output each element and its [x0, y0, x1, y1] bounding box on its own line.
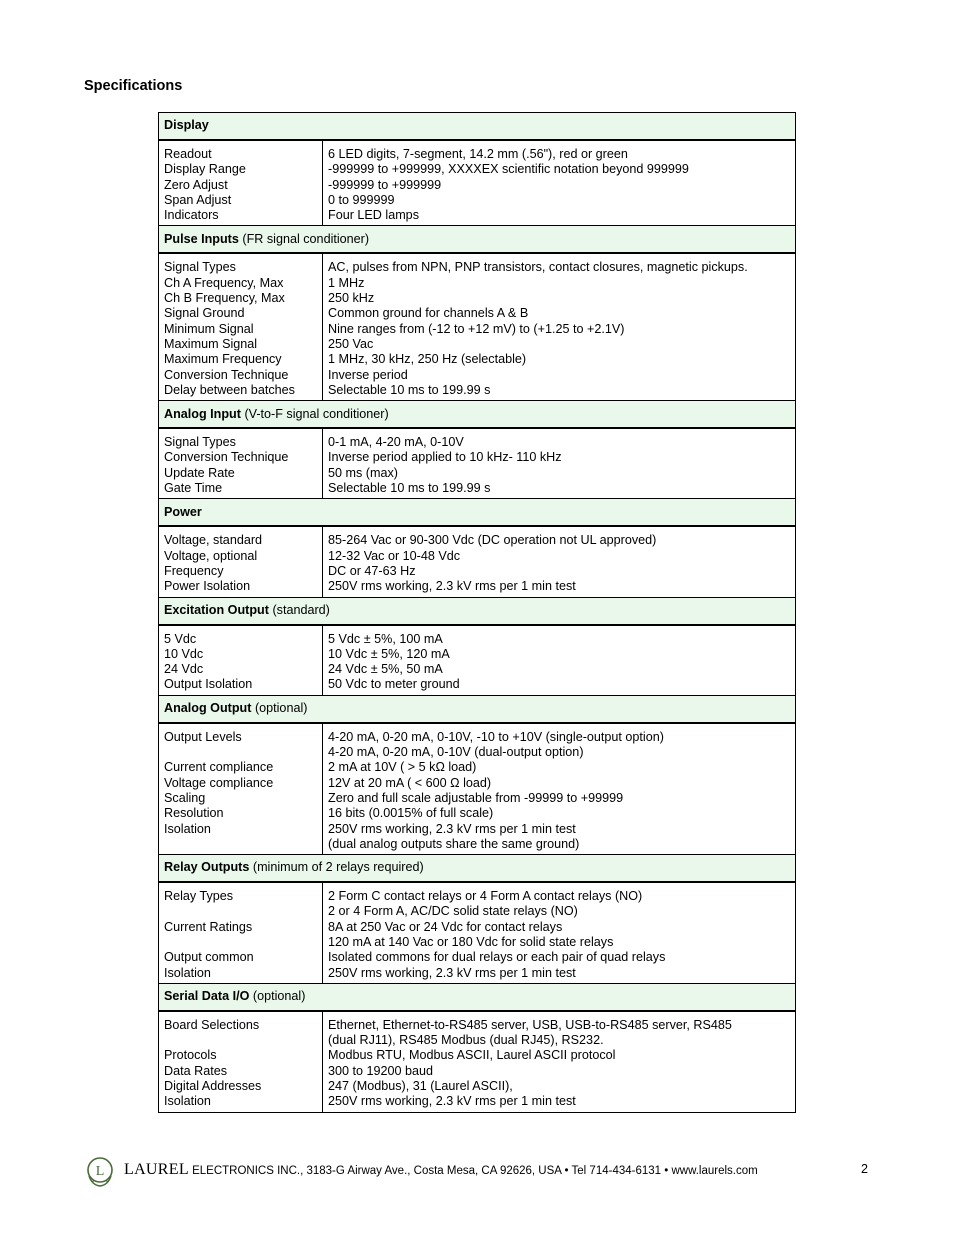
spec-value: 50 ms (max)	[328, 465, 398, 480]
specifications-body	[159, 113, 796, 1113]
section-header-row	[159, 401, 796, 429]
spec-value: 247 (Modbus), 31 (Laurel ASCII),	[328, 1079, 513, 1094]
spec-label	[164, 904, 317, 919]
laurel-logo-icon	[84, 1156, 116, 1188]
section-header	[159, 983, 796, 1011]
spec-value: Nine ranges from (-12 to +12 mV) to (+1.25 to +2.1V)	[328, 321, 625, 336]
spec-label: Display Range	[164, 162, 246, 177]
section-note: (FR signal conditioner)	[242, 231, 370, 246]
spec-label: Output Isolation	[164, 677, 253, 692]
spec-value: 10 Vdc ± 5%, 120 mA	[328, 646, 450, 661]
spec-label: Ch B Frequency, Max	[164, 291, 285, 306]
logo-letter: L	[95, 1164, 105, 1179]
page-heading: Specifications	[84, 78, 183, 94]
spec-label: Conversion Technique	[164, 367, 289, 382]
spec-value: 5 Vdc ± 5%, 100 mA	[328, 631, 443, 646]
section-body-row	[159, 723, 796, 855]
spec-value: 12-32 Vac or 10-48 Vdc	[328, 548, 461, 563]
section-body-row	[159, 140, 796, 226]
spec-label: Data Rates	[164, 1063, 227, 1078]
spec-label: Conversion Technique	[164, 450, 289, 465]
spec-label	[164, 745, 317, 760]
footer-brand: LAUREL	[124, 1161, 189, 1178]
spec-value: 4-20 mA, 0-20 mA, 0-10V, -10 to +10V (single-output option)	[328, 729, 664, 744]
spec-label: Isolation	[164, 821, 211, 836]
spec-value: 1 MHz, 30 kHz, 250 Hz (selectable)	[328, 352, 527, 367]
spec-label: Output Levels	[164, 729, 242, 744]
spec-value: (dual RJ11), RS485 Modbus (dual RJ45), RS232.	[328, 1033, 604, 1048]
spec-values	[323, 1011, 796, 1112]
spec-labels	[159, 625, 323, 696]
spec-value: DC or 47-63 Hz	[328, 563, 416, 578]
section-header-row	[159, 499, 796, 527]
spec-value: 300 to 19200 baud	[328, 1063, 434, 1078]
section-body-row	[159, 1011, 796, 1112]
spec-value: Isolated commons for dual relays or each pair of quad relays	[328, 950, 666, 965]
section-title: Serial Data I/O	[164, 989, 250, 1004]
section-title: Power	[164, 504, 202, 519]
spec-label: Minimum Signal	[164, 321, 254, 336]
section-header-row	[159, 695, 796, 723]
spec-value: Inverse period	[328, 367, 408, 382]
spec-label: Voltage, standard	[164, 533, 263, 548]
section-header	[159, 695, 796, 723]
section-header	[159, 855, 796, 883]
spec-value: 120 mA at 140 Vac or 180 Vdc for solid state relays	[328, 934, 614, 949]
spec-label: Delay between batches	[164, 382, 295, 397]
spec-value: 0 to 999999	[328, 192, 395, 207]
spec-label: Output common	[164, 950, 254, 965]
spec-label: Zero Adjust	[164, 177, 228, 192]
spec-labels	[159, 723, 323, 855]
spec-label: Power Isolation	[164, 579, 251, 594]
section-header	[159, 597, 796, 625]
section-header	[159, 113, 796, 141]
section-note: (minimum of 2 relays required)	[252, 860, 424, 875]
spec-label: Update Rate	[164, 465, 235, 480]
spec-value: 16 bits (0.0015% of full scale)	[328, 806, 494, 821]
spec-label: Ch A Frequency, Max	[164, 275, 284, 290]
spec-label: Voltage compliance	[164, 775, 274, 790]
spec-value: 4-20 mA, 0-20 mA, 0-10V (dual-output option)	[328, 745, 584, 760]
section-header-row	[159, 113, 796, 141]
section-header	[159, 499, 796, 527]
spec-value: Inverse period applied to 10 kHz- 110 kHz	[328, 450, 562, 465]
spec-value: (dual analog outputs share the same ground)	[328, 836, 580, 851]
spec-value: 8A at 250 Vac or 24 Vdc for contact relays	[328, 919, 563, 934]
spec-value: Ethernet, Ethernet-to-RS485 server, USB, USB-to-RS485 server, RS485	[328, 1017, 732, 1032]
spec-value: 0-1 mA, 4-20 mA, 0-10V	[328, 435, 464, 450]
spec-label: Current Ratings	[164, 919, 253, 934]
section-title: Analog Output	[164, 701, 252, 716]
section-body-row	[159, 253, 796, 400]
spec-label: Board Selections	[164, 1017, 260, 1032]
section-header	[159, 226, 796, 254]
spec-value: Modbus RTU, Modbus ASCII, Laurel ASCII protocol	[328, 1048, 616, 1063]
spec-values	[323, 140, 796, 226]
section-body-row	[159, 428, 796, 499]
section-note: (standard)	[272, 602, 330, 617]
spec-value: Common ground for channels A & B	[328, 306, 529, 321]
section-body-row	[159, 882, 796, 983]
spec-label: Isolation	[164, 1094, 211, 1109]
specifications-table	[158, 112, 796, 1113]
spec-value: 250V rms working, 2.3 kV rms per 1 min test	[328, 821, 576, 836]
spec-value: Zero and full scale adjustable from -99999 to +99999	[328, 790, 624, 805]
spec-value: AC, pulses from NPN, PNP transistors, contact closures, magnetic pickups.	[328, 260, 748, 275]
section-title: Display	[164, 118, 209, 133]
footer-address: ELECTRONICS INC., 3183-G Airway Ave., Costa Mesa, CA 92626, USA • Tel 714-434-6131 • www.laurels.com	[188, 1165, 758, 1177]
spec-label: Voltage, optional	[164, 548, 258, 563]
section-title: Analog Input	[164, 406, 241, 421]
spec-label: Digital Addresses	[164, 1079, 262, 1094]
spec-label: Indicators	[164, 208, 219, 223]
spec-values	[323, 526, 796, 597]
page-footer	[84, 1156, 874, 1190]
spec-labels	[159, 140, 323, 226]
spec-label: Span Adjust	[164, 192, 232, 207]
spec-labels	[159, 882, 323, 983]
section-body-row	[159, 526, 796, 597]
spec-value: -999999 to +999999	[328, 177, 442, 192]
section-header-row	[159, 983, 796, 1011]
spec-label	[164, 837, 317, 852]
section-header-row	[159, 226, 796, 254]
spec-value: 85-264 Vac or 90-300 Vdc (DC operation not UL approved)	[328, 533, 657, 548]
spec-value: Selectable 10 ms to 199.99 s	[328, 481, 491, 496]
spec-label: 10 Vdc	[164, 646, 204, 661]
section-header	[159, 401, 796, 429]
spec-label: 5 Vdc	[164, 631, 197, 646]
page-number: 2	[861, 1162, 869, 1176]
spec-value: 6 LED digits, 7-segment, 14.2 mm (.56"), red or green	[328, 147, 628, 161]
spec-label: 24 Vdc	[164, 662, 204, 677]
spec-label	[164, 1033, 317, 1048]
spec-label: Current compliance	[164, 760, 274, 775]
section-note: (V-to-F signal conditioner)	[244, 406, 389, 421]
spec-value: 50 Vdc to meter ground	[328, 677, 460, 692]
spec-value: 250 Vac	[328, 336, 374, 351]
section-header-row	[159, 855, 796, 883]
spec-label: Maximum Frequency	[164, 352, 282, 367]
spec-values	[323, 625, 796, 696]
spec-value: 2 Form C contact relays or 4 Form A contact relays (NO)	[328, 889, 643, 904]
section-note: (optional)	[252, 989, 306, 1004]
spec-label: Isolation	[164, 965, 211, 980]
spec-label: Gate Time	[164, 481, 223, 496]
spec-label: Protocols	[164, 1048, 217, 1063]
spec-labels	[159, 253, 323, 400]
section-note: (optional)	[254, 701, 308, 716]
spec-value: 24 Vdc ± 5%, 50 mA	[328, 662, 443, 677]
spec-values	[323, 882, 796, 983]
spec-label: Signal Ground	[164, 306, 245, 321]
spec-label: Scaling	[164, 790, 206, 805]
section-title: Relay Outputs	[164, 860, 250, 875]
spec-label: Readout	[164, 147, 212, 161]
spec-value: 2 or 4 Form A, AC/DC solid state relays (NO)	[328, 904, 578, 919]
spec-values	[323, 428, 796, 499]
spec-label	[164, 935, 317, 950]
spec-labels	[159, 526, 323, 597]
spec-value: 250V rms working, 2.3 kV rms per 1 min test	[328, 579, 576, 594]
spec-value: Four LED lamps	[328, 208, 419, 223]
spec-value: 2 mA at 10V ( > 5 kΩ load)	[328, 760, 477, 775]
spec-values	[323, 723, 796, 855]
spec-value: 1 MHz	[328, 275, 365, 290]
spec-label: Signal Types	[164, 260, 236, 275]
spec-value: 250V rms working, 2.3 kV rms per 1 min test	[328, 1094, 576, 1109]
spec-value: 250 kHz	[328, 291, 375, 306]
spec-label: Resolution	[164, 806, 224, 821]
section-title: Pulse Inputs	[164, 231, 239, 246]
spec-value: 12V at 20 mA ( < 600 Ω load)	[328, 775, 492, 790]
spec-label: Frequency	[164, 563, 224, 578]
spec-value: 250V rms working, 2.3 kV rms per 1 min test	[328, 965, 576, 980]
section-header-row	[159, 597, 796, 625]
spec-label: Signal Types	[164, 435, 236, 450]
spec-labels	[159, 428, 323, 499]
section-title: Excitation Output	[164, 602, 269, 617]
section-body-row	[159, 625, 796, 696]
spec-value: Selectable 10 ms to 199.99 s	[328, 382, 491, 397]
footer-contact	[124, 1161, 758, 1179]
spec-labels	[159, 1011, 323, 1112]
spec-values	[323, 253, 796, 400]
spec-value: -999999 to +999999, XXXXEX scientific notation beyond 999999	[328, 162, 689, 177]
spec-label: Maximum Signal	[164, 336, 258, 351]
spec-label: Relay Types	[164, 889, 234, 904]
